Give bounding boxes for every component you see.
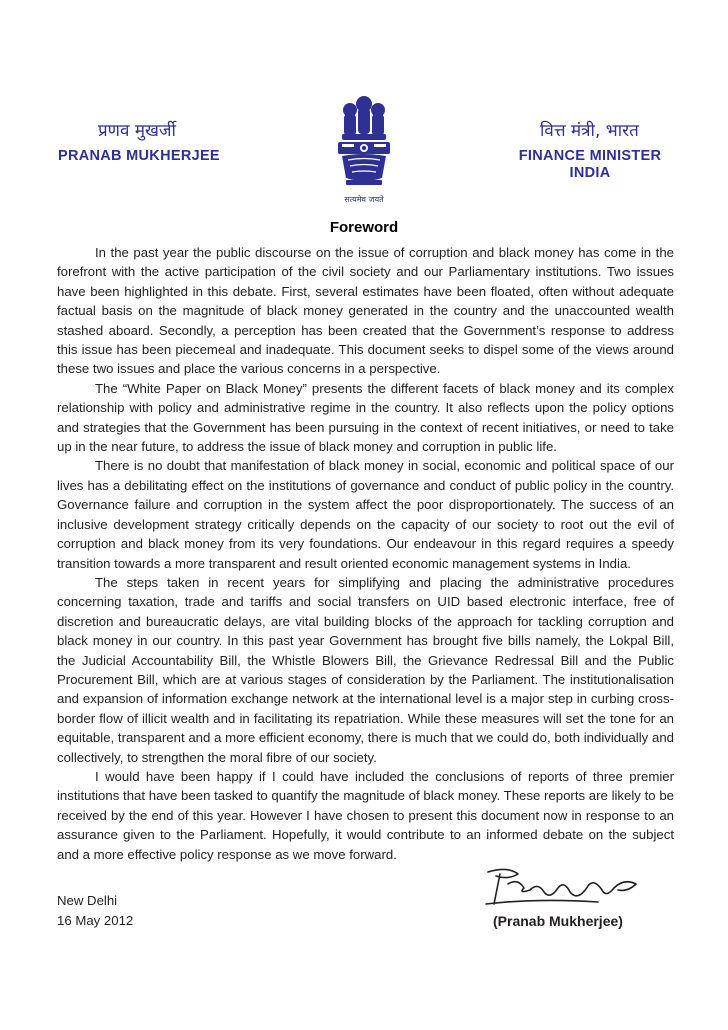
paragraph: The steps taken in recent years for simplifying and placing the administrative procedures concerning taxation, trade and tariffs and social transfers on UID based electronic interface, free of discretion and bureaucratic delays, are vital building blocks of the approach for tackling corruption and black money in our country. In this past year Government has brought five bills namely, the Lokpal Bill, the Judicial Accountability Bill, the Whistle Blowers Bill, the Grievance Redressal Bill and the Public Procurement Bill, which are at various stages of consideration by the Parliament. The institutionalisation and expansion of information exchange network at the international level is a major step in curbing cross-border flow of illicit wealth and in facilitating its repatriation. While these measures will set the tone for an equitable, transparent and a more efficient economy, there is much that we could do, both individually and collectively, to strengthen the moral fibre of our society. — [57, 574, 674, 765]
minister-title-line2: INDIA — [569, 165, 611, 181]
date: 16 May 2012 — [57, 913, 134, 928]
national-emblem — [328, 94, 400, 206]
minister-title-line1: FINANCE MINISTER — [518, 148, 662, 164]
minister-name-hindi: प्रणव मुखर्जी — [98, 121, 176, 141]
minister-title — [500, 148, 680, 182]
paragraph: There is no doubt that manifestation of black money in social, economic and political space of our lives has a debilitating effect on the institutions of governance and conduct of public policy in the country. Governance failure and corruption in the system affect the poor disproportionately. The success of an inclusive development strategy critically depends on the capacity of our society to root out the evil of corruption and black money from its very foundations. Our endeavour in this regard requires a speedy transition towards a more transparent and result oriented economic management systems in India. — [57, 458, 674, 571]
foreword-body — [57, 243, 674, 864]
signatory-name: (Pranab Mukherjee) — [493, 913, 623, 929]
minister-title-hindi: वित्त मंत्री, भारत — [540, 121, 639, 141]
signature — [478, 864, 648, 910]
emblem-motto: सत्यमेव जयते — [344, 195, 384, 204]
place: New Delhi — [57, 893, 118, 908]
document-heading: Foreword — [329, 219, 399, 236]
handwritten-signature-icon — [478, 864, 648, 910]
paragraph: I would have been happy if I could have included the conclusions of reports of three premier institutions that have been tasked to quantify the magnitude of black money. These reports are likely to be received by the end of this year. However I have chosen to present this document now in response to an assurance given to the Parliament. Hopefully, it would contribute to an informed debate on the subject and a more effective policy response as we move forward. — [57, 768, 674, 862]
lion-capital-icon — [328, 94, 400, 194]
paragraph: The “White Paper on Black Money” presents the different facets of black money and its complex relationship with policy and administrative regime in the country. It also reflects upon the policy options and strategies that the Government has been pursuing in the context of recent initiatives, or need to take up in the near future, to address the issue of black money and corruption in public life. — [57, 380, 674, 455]
paragraph: In the past year the public discourse on the issue of corruption and black money has come in the forefront with the active participation of the civil society and our Parliamentary institutions. Two issues have been highlighted in this debate. First, several estimates have been floated, often without adequate factual basis on the magnitude of black money generated in the country and the unaccounted wealth stashed aboard. Secondly, a perception has been created that the Government’s response to address this issue has been piecemeal and inadequate. This document seeks to dispel some of the views around these two issues and place the various concerns in a perspective. — [57, 245, 674, 377]
minister-name: PRANAB MUKHERJEE — [58, 148, 220, 164]
